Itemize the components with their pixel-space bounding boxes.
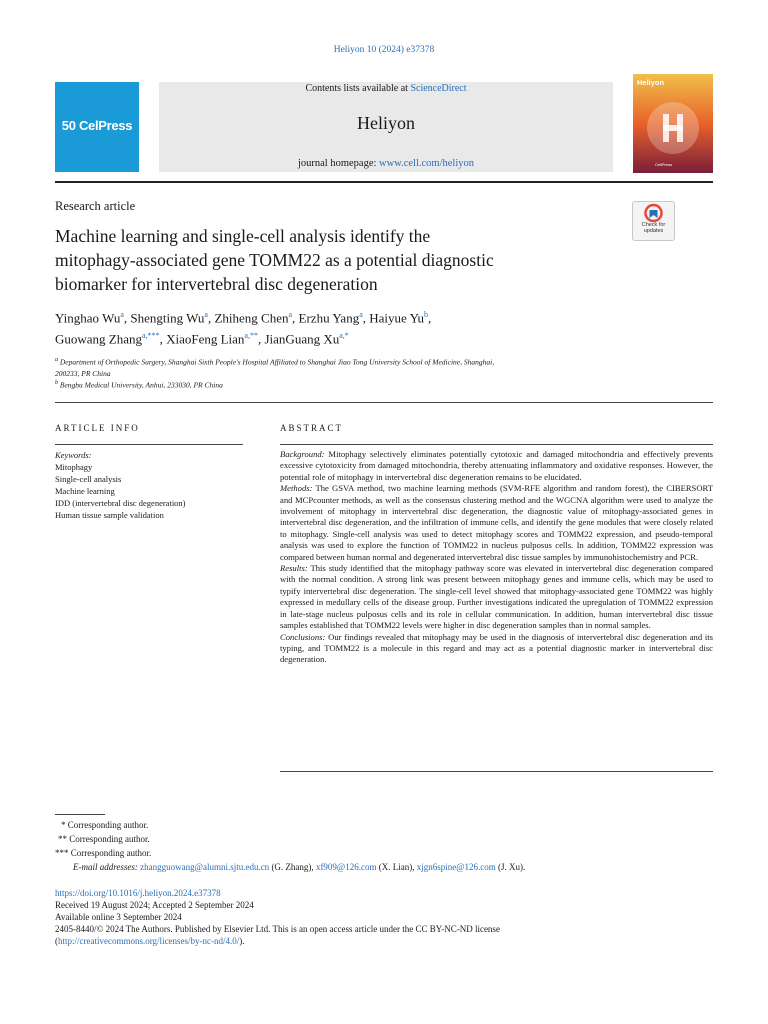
author-affiliation-mark[interactable]: a,*	[339, 331, 349, 341]
email-link[interactable]: xf909@126.com	[315, 862, 377, 872]
publisher-logo-text: 50 CelPress	[61, 118, 133, 133]
contents-prefix: Contents lists available at	[305, 83, 411, 94]
abstract-rule	[280, 444, 713, 445]
journal-reference[interactable]: Heliyon 10 (2024) e37378	[333, 45, 435, 55]
abstract-end-rule	[280, 771, 713, 772]
section-rule	[55, 402, 713, 403]
check-for-updates-label: Check for updates	[641, 222, 666, 234]
article-metadata	[55, 887, 713, 947]
author-name: Haiyue Yu	[369, 310, 425, 326]
abstract-background: Background: Mitophagy selectively eliminates potentially cytotoxic and damaged mitochondria and effectively prevents excessive cytotoxicity from damaged mitochondria, thereby attenuating inflammatory and oxidative responses. However, the potential role of mitophagy in intervertebral disc degeneration remains to be elucidated.	[280, 449, 713, 482]
author-name: Guowang Zhang	[55, 331, 143, 347]
article-type: Research article	[55, 199, 136, 213]
author-affiliation-mark[interactable]: a	[359, 310, 363, 319]
doi-link[interactable]: https://doi.org/10.1016/j.heliyon.2024.e37378	[55, 888, 221, 898]
author-list	[55, 306, 655, 349]
affiliation-b: $^b$ Bengbu Medical University, Anhui, 233030, PR China	[55, 380, 223, 390]
author-affiliation-mark[interactable]: a	[120, 310, 124, 319]
sciencedirect-link[interactable]: ScienceDirect	[410, 83, 467, 94]
homepage-prefix: journal homepage:	[297, 158, 380, 169]
keywords-block	[55, 449, 243, 521]
footnote-corresponding-3: *** Corresponding author.	[55, 848, 152, 858]
available-online: Available online 3 September 2024	[55, 912, 182, 922]
author-affiliation-mark[interactable]: a	[288, 310, 293, 319]
homepage-link[interactable]: www.cell.com/heliyon	[379, 158, 475, 169]
author-name: Zhiheng Chen	[214, 310, 289, 326]
author-affiliation-mark[interactable]: a	[204, 310, 208, 319]
author-affiliation-mark[interactable]: a,***	[142, 331, 160, 341]
email-link[interactable]: xjgn6spine@126.com	[416, 862, 496, 872]
check-for-updates-icon	[633, 202, 674, 224]
keyword-item: Single-cell analysis	[55, 474, 122, 484]
abstract-methods: Methods: The GSVA method, two machine learning methods (SVM-RFE algorithm and random forest), the CIBERSORT and MCPcounter methods, as well as the consensus clustering method and the WGCNA algorithm were used to analyze the involvement of mitophagy in intervertebral disc degeneration, the diagnostic value of mitophagy-associated genes in intervertebral disc degeneration, and the infiltration of immune cells, and identify the gene modules that were closely related to mitophagy. Single-cell analysis was used to detect mitophagy scores and TOMM22 expression, and pseudo-temporal analysis was used to explore the function of TOMM22 in nucleus pulposus cells. In addition, TOMM22 expression was compared between human normal and degenerated intervertebral disc tissue samples by immunohistochemistry and PCR.	[280, 483, 713, 562]
header-rule	[55, 181, 713, 183]
author-affiliation-mark[interactable]: b	[424, 310, 429, 319]
cover-title: Heliyon	[637, 78, 665, 87]
abstract-conclusions: Conclusions: Our findings revealed that mitophagy may be used in the diagnosis of intervertebral disc degeneration and its typing, and TOMM22 is a molecule in this regard and may act as a potential diagnostic marker in intervertebral disc degeneration.	[280, 631, 713, 665]
abstract-body	[280, 449, 713, 666]
author-name: JianGuang Xu	[264, 331, 340, 347]
author-name: Yinghao Wu	[55, 310, 121, 326]
received-dates: Received 19 August 2024; Accepted 2 September 2024	[55, 900, 254, 910]
keyword-item: Mitophagy	[55, 462, 93, 472]
journal-cover-image	[633, 74, 713, 173]
journal-name: Heliyon	[357, 113, 415, 133]
contents-line	[159, 83, 613, 94]
license-link[interactable]: http://creativecommons.org/licenses/by-nc-nd/4.0/	[58, 936, 240, 946]
check-for-updates-button[interactable]	[632, 201, 675, 241]
author-name: Shengting Wu	[130, 310, 205, 326]
cover-publisher: CellPress	[655, 162, 673, 167]
homepage-line	[159, 158, 613, 169]
footnotes	[55, 818, 715, 874]
article-info-rule	[55, 444, 243, 445]
keyword-item: IDD (intervertebral disc degeneration)	[55, 498, 186, 508]
author-line-1: Yinghao Wu$^a$, Shengting Wu$^a$, Zhiheng Chen$^a$, Erzhu Yang$^a$, Haiyue Yu$^b$,	[55, 310, 432, 326]
email-addresses: E-mail addresses: zhangguowang@alumni.sjtu.edu.cn (G. Zhang), xf909@126.com (X. Lian), xjgn6spine@126.com (J. Xu).	[73, 862, 526, 872]
license-link-line: (http://creativecommons.org/licenses/by-nc-nd/4.0/).	[55, 936, 245, 946]
abstract-heading: ABSTRACT	[280, 423, 344, 433]
keywords-title: Keywords:	[55, 450, 92, 460]
article-title: Machine learning and single-cell analysis identify the mitophagy-associated gene TOMM22 as a potential diagnostic biomarker for intervertebral disc degeneration	[55, 226, 494, 294]
keyword-item: Machine learning	[55, 486, 115, 496]
article-info-heading: ARTICLE INFO	[55, 423, 140, 433]
author-affiliation-mark[interactable]: a,**	[244, 331, 258, 341]
keyword-item: Human tissue sample validation	[55, 510, 164, 520]
author-name: Erzhu Yang	[298, 310, 360, 326]
affiliation-a: $^a$ Department of Orthopedic Surgery, Shanghai Sixth People's Hospital Affiliated to Shanghai Jiao Tong University School of Medicine, Shanghai, 200233, PR China	[55, 357, 495, 378]
license-text: 2405-8440/© 2024 The Authors. Published by Elsevier Ltd. This is an open access article under the CC BY-NC-ND license	[55, 924, 500, 934]
footnote-corresponding-2: ** Corresponding author.	[58, 834, 150, 844]
abstract-results: Results: This study identified that the mitophagy pathway score was elevated in intervertebral disc degeneration compared with the normal condition. A strong link was present between mitophagy genes and immune cells, which may be used to typify intervertebral disc degeneration. The single-cell level showed that mitophagy-associated gene TOMM22 was highly expressed in medullary cells of the disease group. Further investigations indicated the upregulation of TOMM22 expression in late-stage nucleus pulposus cells and its role in cellular communication. In addition, human intervertebral disc tissue samples established that TOMM22 levels were higher in disc degeneration samples than in normal samples.	[280, 563, 713, 631]
author-name: XiaoFeng Lian	[166, 331, 245, 347]
author-line-2: Guowang Zhang$^{a,***}$, XiaoFeng Lian$^{a,**}$, JianGuang $Xu^{a,*}$	[55, 331, 349, 347]
footnote-corresponding-1: * Corresponding author.	[61, 820, 149, 830]
footnote-rule	[55, 814, 105, 815]
email-link[interactable]: zhangguowang@alumni.sjtu.edu.cn	[140, 862, 270, 872]
